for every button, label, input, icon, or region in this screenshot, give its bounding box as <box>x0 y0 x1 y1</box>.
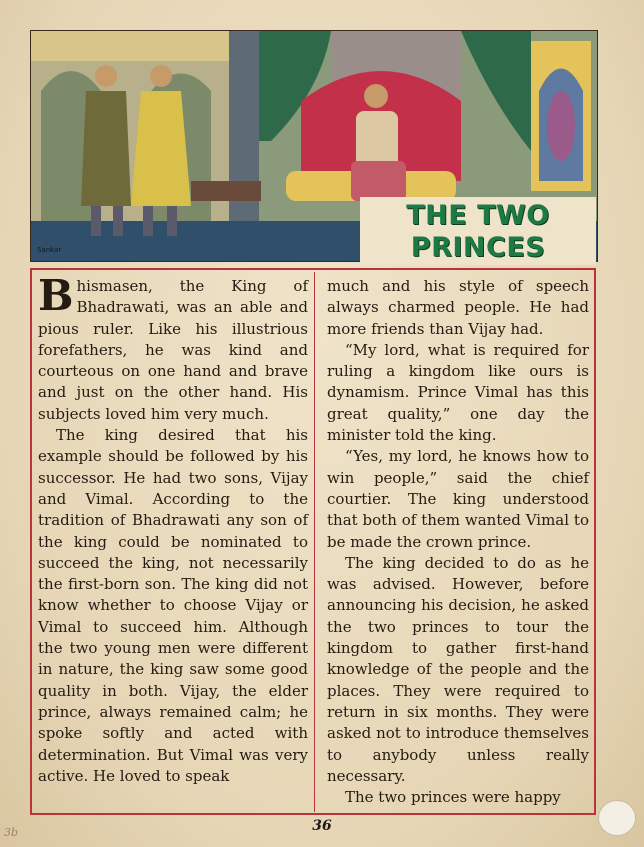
drop-cap: B <box>38 271 74 320</box>
paragraph: much and his style of speech always charmed people. He had more friends than Vijay had. <box>327 277 589 338</box>
paragraph: The two princes were happy <box>345 788 561 807</box>
story-title-line-2: PRINCES <box>410 232 546 263</box>
paragraph: “Yes, my lord, he knows how to win people,” said the chief courtier. The king understood that both of them wanted Vimal to be made the crown prince. <box>327 447 589 551</box>
artist-signature: Sankar <box>37 246 62 254</box>
page-number: 36 <box>312 818 332 834</box>
paragraph-text: hismasen, the King of Bhadrawati, was an able and pious ruler. Like his illustrious forefathers, he was kind and courteous on one hand and brave and just on the other hand. His subjects loved him very much. <box>38 277 308 423</box>
paragraph <box>38 271 308 425</box>
paragraph: The king desired that his example should be followed by his successor. He had two sons, Vijay and Vimal. According to the tradition of Bhadrawati any son of the king could be nominated to succeed the king, not necessarily the first-born son. The king did not know whether to choose Vijay or Vimal to succeed him. Although the two young men were different in nature, the king saw some good quality in both. Vijay, the elder prince, always remained calm; he spoke softly and acted with determination. But Vimal was very active. He loved to speak <box>38 426 308 785</box>
left-column <box>38 271 308 787</box>
scanner-logo-icon <box>598 800 636 836</box>
column-divider <box>314 272 315 812</box>
margin-note: 3b <box>4 826 19 839</box>
right-column <box>327 276 589 808</box>
paragraph: “My lord, what is required for ruling a kingdom like ours is dynamism. Prince Vimal has this great quality,” one day the minister told the king. <box>327 340 589 445</box>
story-title-line-1: THE TWO <box>406 200 550 231</box>
paragraph: The king decided to do as he was advised. However, before announcing his decision, he asked the two princes to tour the kingdom to gather first-hand knowledge of the people and the places. They were required to return in six months. They were asked not to introduce themselves to anybody unless really necessary. <box>327 553 589 785</box>
